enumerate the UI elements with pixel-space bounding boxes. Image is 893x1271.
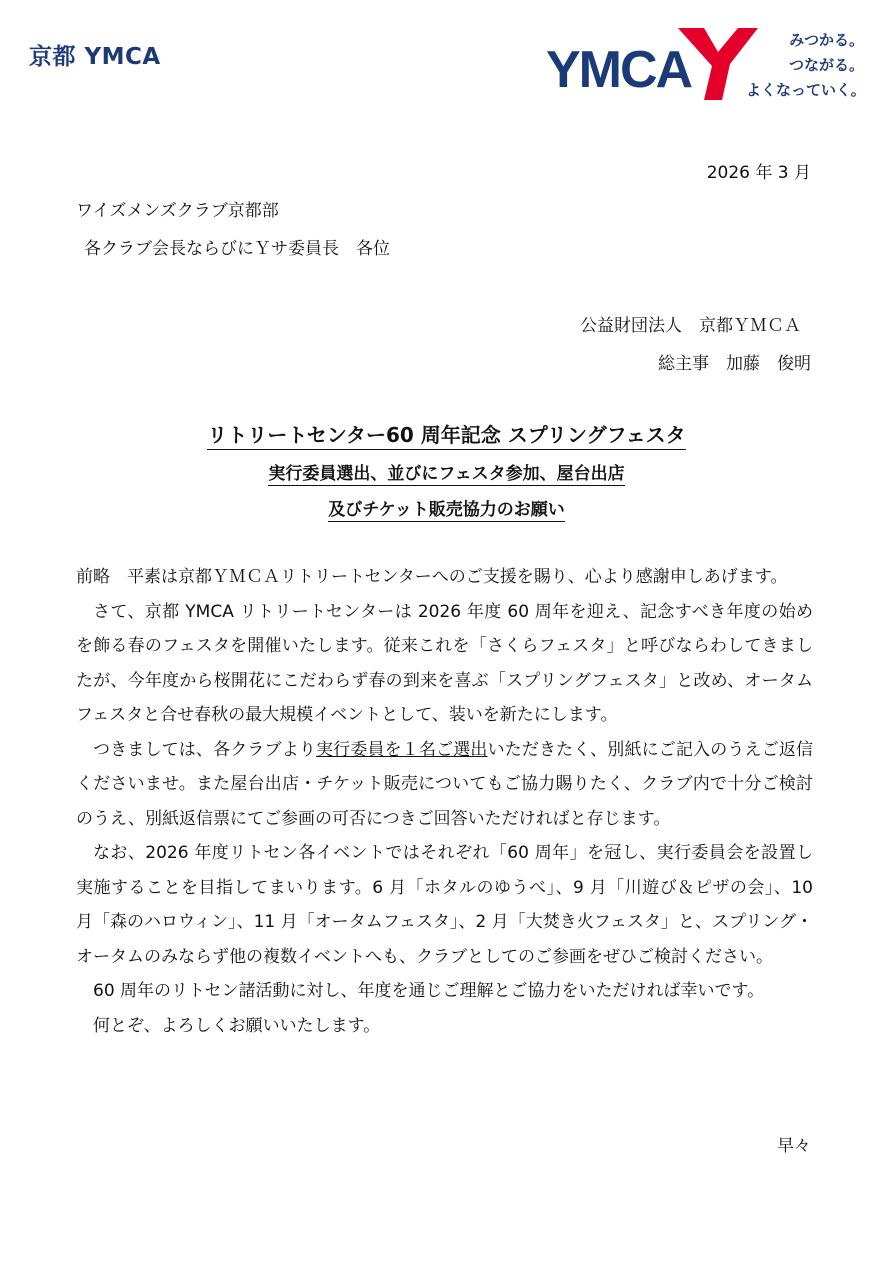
document-title <box>0 419 893 531</box>
addressee-line-2: 各クラブ会長ならびにＹサ委員長 各位 <box>84 239 390 259</box>
slogan <box>746 28 864 103</box>
ymca-logo <box>546 26 868 106</box>
letter-body <box>76 560 813 1043</box>
closing-word: 早々 <box>777 1136 811 1156</box>
paragraph-regards: 何とぞ、よろしくお願いいたします。 <box>93 1015 381 1036</box>
paragraph-intro: さて、京都 YMCA リトリートセンターは 2026 年度 60 周年を迎え、記念すべき年度の始めを飾る春のフェスタを開催いたします。従来これを「さくらフェスタ」と呼びならわしてきましたが、今年度から桜開花にこだわらず春の到来を喜ぶ「スプリングフェスタ」と改め、オータムフェスタと合せ春秋の最大規模イベントとして、装いを新たにします。 <box>76 601 813 725</box>
paragraph-request <box>76 733 813 837</box>
paragraph-thanks: 60 周年のリトセン諸活動に対し、年度を通じご理解とご協力をいただければ幸いです。 <box>93 981 765 1001</box>
org-name: 京都 YMCA <box>29 44 161 70</box>
slogan-line-1: みつかる。 <box>789 31 864 49</box>
sender-organization: 公益財団法人 京都ＹＭＣＡ <box>580 316 801 336</box>
slogan-line-2: つながる。 <box>788 56 864 74</box>
ymca-wordmark: YMCA <box>546 41 692 99</box>
sender-name: 総主事 加藤 俊明 <box>658 354 811 374</box>
addressee-line-1: ワイズメンズクラブ京都部 <box>76 201 279 221</box>
letter-date: 2026 年 3 月 <box>706 163 811 183</box>
title-sub-2: 及びチケット販売協力のお願い <box>328 495 564 522</box>
paragraph-events: なお、2026 年度リトセン各イベントではそれぞれ「60 周年」を冠し、実行委員会を設置し実施することを目指してまいります。6 月「ホタルのゆうべ」、9 月「川遊び＆ピザの会」、10 月「森のハロウィン」、11 月「オータムフェスタ」、2 月「大焚き火フェスタ」と、スプリング・オータムのみならず他の複数イベントへも、クラブとしてのご参画をぜひご検討ください。 <box>76 843 813 967</box>
title-sub-1: 実行委員選出、並びにフェスタ参加、屋台出店 <box>268 459 624 486</box>
title-main: リトリートセンター60 周年記念 スプリングフェスタ <box>207 419 685 450</box>
request-text-before: つきましては、各クラブより <box>93 739 317 760</box>
request-text-after: いただきたく、別紙にご記入のうえご返信くださいませ。また屋台出店・チケット販売についてもご協力賜りたく、クラブ内で十分ご検討のうえ、別紙返信票にてご参画の可否につきご回答いただければと存じます。 <box>76 739 813 829</box>
request-underlined: 実行委員を１名ご選出 <box>316 739 488 760</box>
paragraph-greeting: 前略 平素は京都ＹＭＣＡリトリートセンターへのご支援を賜り、心より感謝申しあげます。 <box>76 567 788 587</box>
slogan-line-3: よくなっていく。 <box>746 81 866 99</box>
